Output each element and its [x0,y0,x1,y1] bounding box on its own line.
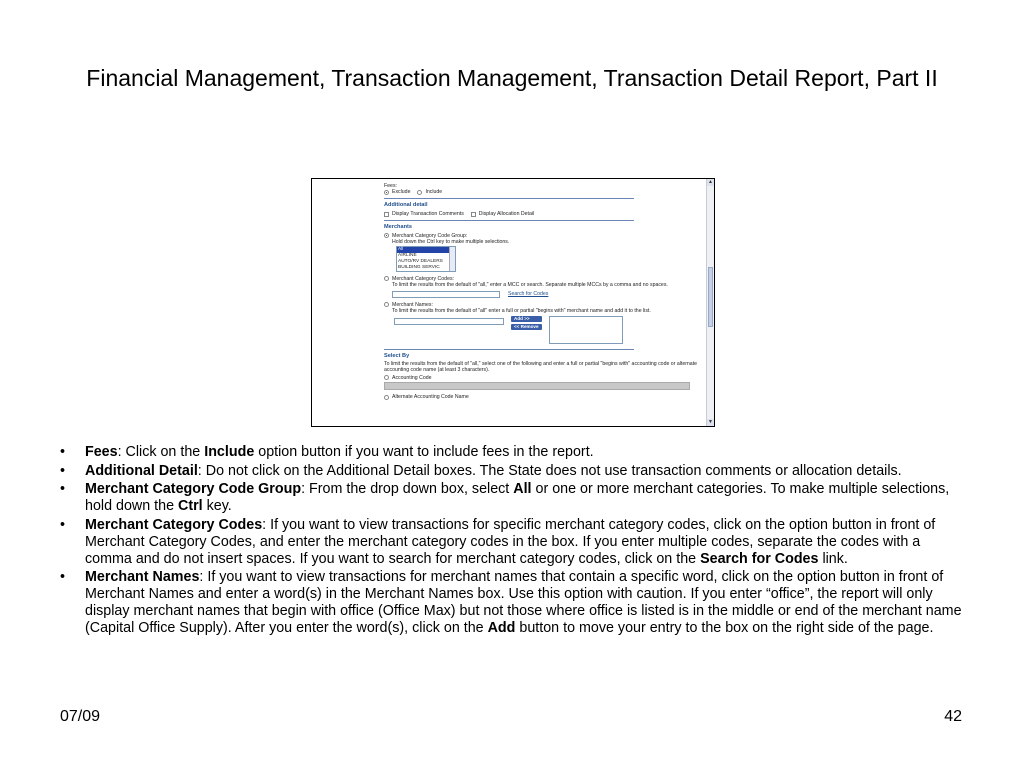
bullet-term: Merchant Category Code Group [85,481,302,497]
bullet-text: : If you want to view transactions for merchant names that contain a specific word, click on the option button in front of Merchant Names and enter a word(s) in the Merchant Names box. Use this option with caution. If you enter “office”, the report will only display merchant names that begin with office (Office Max) but not those where office is listed is in the middle or end of the merchant name (Capital Office Supply). After you enter the word(s), click on the [85,569,962,636]
bullet-emphasis: Ctrl [178,498,203,514]
divider [384,198,634,199]
list-item [60,569,970,637]
divider [384,349,634,350]
fees-exclude-radio[interactable] [384,190,389,195]
bullet-emphasis: Search for Codes [700,550,819,567]
scroll-thumb[interactable] [708,267,713,327]
allocation-detail-checkbox[interactable] [471,212,476,217]
bullet-text: : Do not click on the Additional Detail boxes. The State does not use transaction comments or allocation details. [197,462,902,479]
fees-include-label: Include [425,189,443,196]
list-item[interactable]: BUILDING SERVIC [398,264,440,270]
add-button[interactable]: Add >> [511,316,542,322]
list-item [60,517,970,568]
fees-options [384,189,702,195]
fees-include-radio[interactable] [417,190,422,195]
search-for-codes-link[interactable]: Search for Codes [508,290,549,297]
bullet-icon: • [60,444,66,460]
mcc-group-hint: Hold down the Ctrl key to make multiple selections. [392,239,510,246]
list-item[interactable]: AIRLINE [398,252,417,258]
list-item[interactable]: All [397,247,455,253]
listbox-scrollbar[interactable] [449,247,455,271]
remove-button[interactable]: << Remove [511,324,542,330]
mcc-row [384,276,702,298]
transaction-comments-label: Display Transaction Comments [392,211,464,218]
merchant-names-label: Merchant Names: [392,301,433,308]
mcc-group-radio[interactable] [384,233,389,238]
additional-detail-heading: Additional detail [384,201,428,208]
scroll-up-icon[interactable]: ▲ [708,179,713,185]
list-item [60,463,970,480]
bullet-text: key. [202,498,232,514]
merchant-names-listbox[interactable] [549,316,623,344]
merchants-heading: Merchants [384,223,412,230]
page-number: 42 [944,708,962,725]
mcc-group-label: Merchant Category Code Group: [392,233,468,240]
alt-code-radio[interactable] [384,395,389,400]
bullet-text: link. [818,550,848,567]
divider [384,220,634,221]
bullet-text: button to move your entry to the box on the right side of the page. [515,620,934,636]
bullet-emphasis: All [513,481,532,497]
list-item[interactable]: AUTO/RV DEALERS [398,258,443,264]
slide-title: Financial Management, Transaction Management, Transaction Detail Report, Part II [86,65,938,91]
mcc-label: Merchant Category Codes: [392,275,454,282]
bullet-list [60,444,970,639]
bullet-text: : If you want to view transactions for specific merchant category codes, click on the option button in front of Merchant Category Codes, and enter the merchant category codes in the box. If you enter multiple codes, separate the codes with a comma and do not insert spaces. If you want to search for merchant category codes, click on the [85,516,936,567]
bullet-text: : Click on the [117,444,205,460]
bullet-emphasis: Add [487,620,516,636]
accounting-code-row [384,375,702,381]
bullet-term: Merchant Category Codes [85,516,263,533]
additional-detail-options [384,211,702,217]
scroll-down-icon[interactable]: ▼ [708,419,713,425]
accounting-code-bar [384,382,690,390]
transaction-comments-checkbox[interactable] [384,212,389,217]
allocation-detail-label: Display Allocation Detail [478,211,535,218]
accounting-code-radio[interactable] [384,375,389,380]
bullet-icon: • [60,516,66,533]
bullet-emphasis: Include [204,444,255,460]
mcc-radio[interactable] [384,276,389,281]
fees-exclude-label: Exclude [392,189,411,196]
bullet-icon: • [60,569,66,585]
select-by-heading: Select By [384,353,410,360]
merchant-names-row [384,302,702,315]
list-item [60,444,970,461]
embedded-screenshot [311,178,715,427]
alt-code-label: Alternate Accounting Code Name [392,394,469,401]
bullet-text: : From the drop down box, select [301,481,514,497]
footer-date: 07/09 [60,708,101,725]
mcc-hint: To limit the results from the default of "all," enter a MCC or search. Separate multiple MCCs by a comma and no spaces. [392,282,668,289]
mcc-group-row [384,233,702,246]
list-item [60,481,970,515]
merchant-names-radio[interactable] [384,302,389,307]
bullet-text: option button if you want to include fees in the report. [254,444,594,460]
bullet-icon: • [60,481,66,497]
report-form [384,183,702,401]
select-by-hint: To limit the results from the default of "all," select one of the following and enter a full or partial "begins with" accounting code or alternate accounting code name (at least 3 characters). [384,360,698,374]
bullet-term: Merchant Names [85,569,200,585]
mcc-group-listbox[interactable] [396,246,456,272]
alt-code-row [384,394,702,400]
bullet-term: Fees [85,444,118,460]
fees-label: Fees: [384,183,397,189]
merchant-names-input[interactable] [394,318,504,325]
accounting-code-label: Accounting Code [392,374,432,381]
bullet-text: or one or more merchant categories. To make multiple selections, hold down the [85,481,950,514]
merchant-names-hint: To limit the results from the default of "all" enter a full or partial "begins with" merchant name and add it to the list. [392,308,651,315]
screenshot-scrollbar[interactable] [706,179,714,426]
merchant-names-controls [394,316,702,344]
mcc-input[interactable] [392,291,500,298]
bullet-icon: • [60,462,66,479]
bullet-term: Additional Detail [85,462,198,479]
